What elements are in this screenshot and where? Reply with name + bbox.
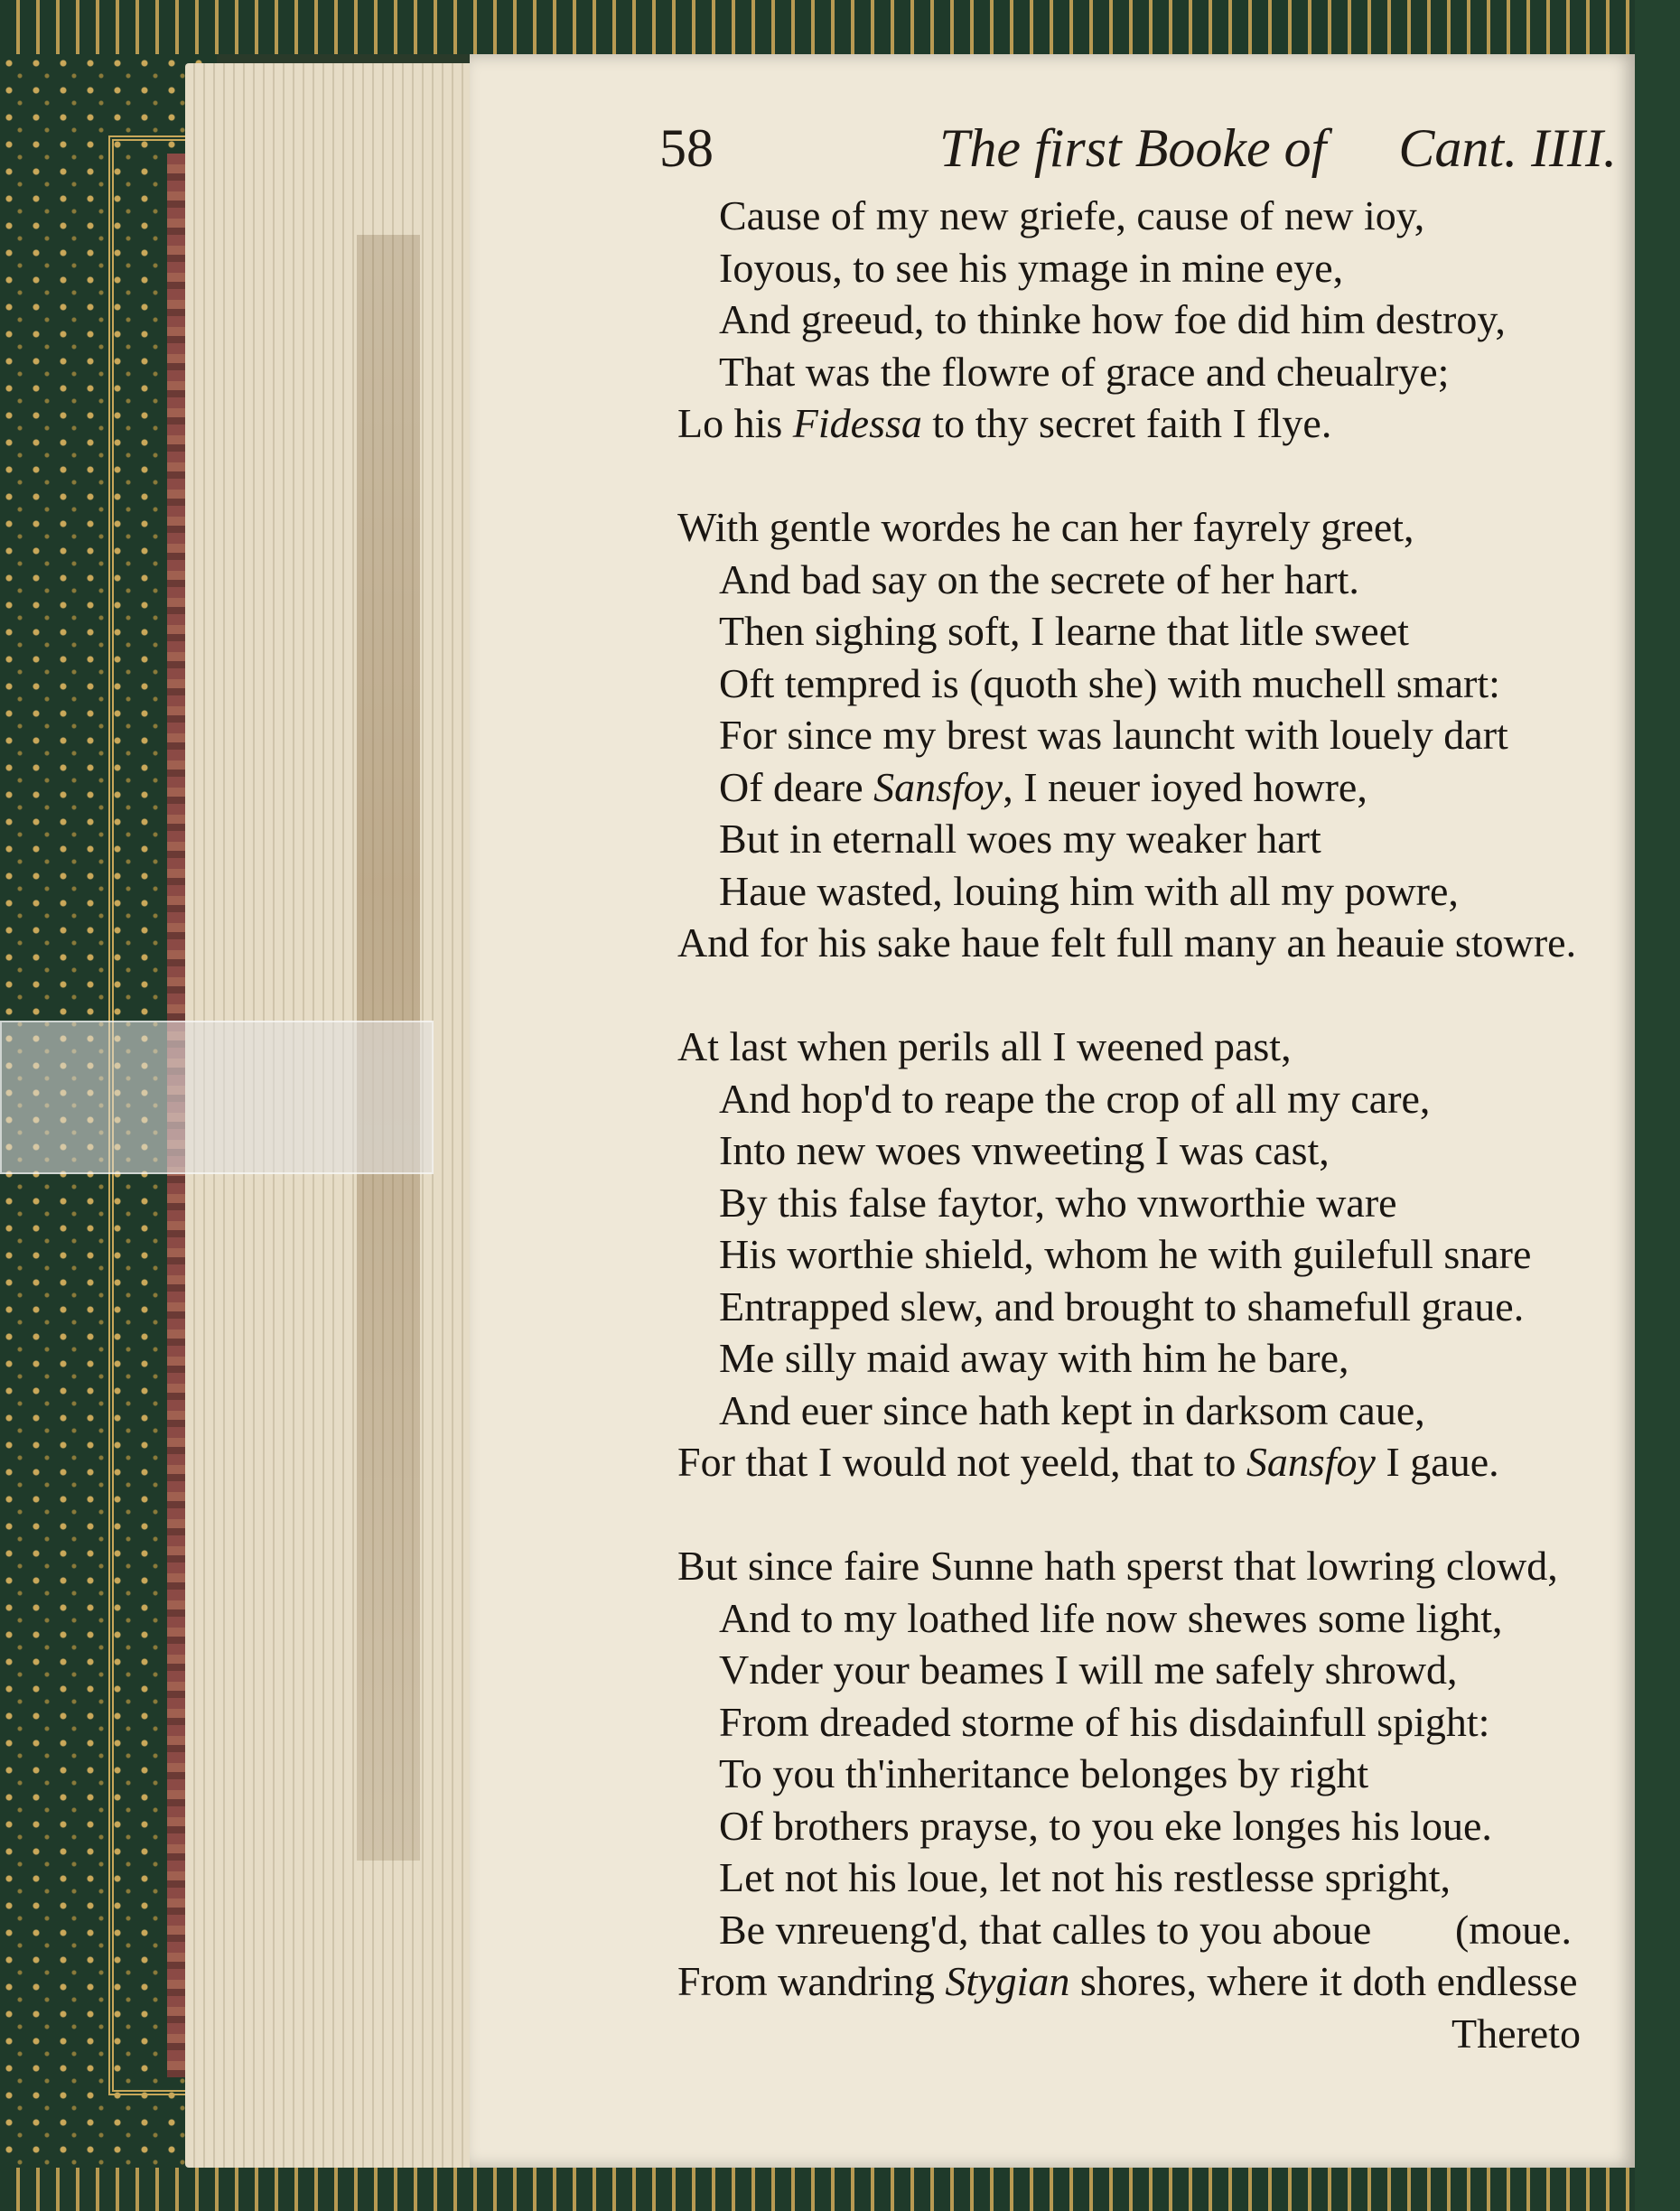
- verse-line: Cause of my new griefe, cause of new ioy,: [719, 192, 1425, 238]
- verse-line: Oft tempred is (quoth she) with muchell smart:: [719, 659, 1500, 706]
- page-number: 58: [659, 118, 714, 178]
- verse-line: And euer since hath kept in darksom caue,: [719, 1386, 1425, 1433]
- stanza-1: [677, 190, 1599, 450]
- verse-line: [677, 1436, 1599, 1488]
- page-header: [659, 117, 1617, 190]
- verse-line: [677, 1955, 1599, 2008]
- verse-line: [677, 1904, 1599, 1956]
- turnover-word: (moue.: [1454, 1906, 1572, 1953]
- verse-line: But in eternall woes my weaker hart: [719, 816, 1321, 862]
- book-binding-bottom: [0, 2168, 1680, 2211]
- stanza-3: [677, 1021, 1599, 1488]
- verse-line: And for his sake haue felt full many an heauie stowre.: [677, 919, 1577, 966]
- running-title: The first Booke of: [939, 118, 1327, 178]
- catchword: Thereto: [1451, 2010, 1581, 2057]
- verse-line: That was the flowre of grace and cheualrye;: [719, 348, 1450, 395]
- book-binding-top: [0, 0, 1680, 54]
- verse-text: Be vnreueng'd, that calles to you aboue: [719, 1906, 1372, 1953]
- verse-text: From wandring: [677, 1958, 946, 2004]
- verse-line: Into new woes vnweeting I was cast,: [719, 1127, 1330, 1173]
- verse-line: But since faire Sunne hath sperst that lowring clowd,: [677, 1543, 1558, 1589]
- poem-text: [677, 190, 1599, 2059]
- verse-line: With gentle wordes he can her fayrely greet,: [677, 504, 1414, 550]
- verse-text: For that I would not yeeld, that to: [677, 1439, 1246, 1485]
- verse-text: shores, where it doth endlesse: [1069, 1958, 1578, 2004]
- page-marker-tab: [0, 1021, 434, 1174]
- stanza-2: [677, 501, 1599, 969]
- verse-line: To you th'inheritance belonges by right: [719, 1750, 1369, 1796]
- verse-line: And to my loathed life now shewes some light,: [719, 1594, 1503, 1641]
- proper-name: Stygian: [945, 1958, 1070, 2004]
- verse-line: Ioyous, to see his ymage in mine eye,: [719, 244, 1344, 291]
- verse-line: Haue wasted, louing him with all my powre,: [719, 867, 1459, 914]
- stanza-4: [677, 1540, 1599, 2008]
- proper-name: Sansfoy: [873, 763, 1003, 810]
- verse-line: Entrapped slew, and brought to shamefull graue.: [719, 1283, 1525, 1329]
- verse-text: to thy secret faith I flye.: [921, 400, 1332, 446]
- verse-line: By this false faytor, who vnworthie ware: [719, 1179, 1397, 1226]
- verse-line: And bad say on the secrete of her hart.: [719, 555, 1359, 602]
- verse-line: At last when perils all I weened past,: [677, 1023, 1292, 1069]
- verse-text: Of deare: [719, 763, 874, 810]
- verse-line: His worthie shield, whom he with guilefull snare: [719, 1231, 1532, 1277]
- verse-line: Then sighing soft, I learne that litle sweet: [719, 608, 1409, 654]
- verse-line: [677, 397, 1599, 450]
- verse-line: Of brothers prayse, to you eke longes his loue.: [719, 1802, 1492, 1849]
- canto-label: Cant. IIII.: [1398, 118, 1617, 178]
- verse-text: Lo his: [677, 400, 793, 446]
- verse-text: , I neuer ioyed howre,: [1003, 763, 1367, 810]
- verse-line: Let not his loue, let not his restlesse spright,: [719, 1854, 1451, 1900]
- proper-name: Fidessa: [792, 400, 922, 446]
- verse-text: I gaue.: [1375, 1439, 1499, 1485]
- verse-line: [677, 761, 1599, 814]
- verse-line: And greeud, to thinke how foe did him destroy,: [719, 296, 1506, 342]
- verse-line: Vnder your beames I will me safely shrowd,: [719, 1647, 1458, 1693]
- book-binding-right: [1635, 0, 1680, 2211]
- verse-line: For since my brest was launcht with louely dart: [719, 712, 1508, 758]
- verse-line: Me silly maid away with him he bare,: [719, 1335, 1349, 1381]
- book-page: [470, 54, 1635, 2168]
- verse-line: From dreaded storme of his disdainfull spight:: [719, 1698, 1490, 1745]
- proper-name: Sansfoy: [1246, 1439, 1376, 1485]
- verse-line: And hop'd to reape the crop of all my care,: [719, 1075, 1431, 1122]
